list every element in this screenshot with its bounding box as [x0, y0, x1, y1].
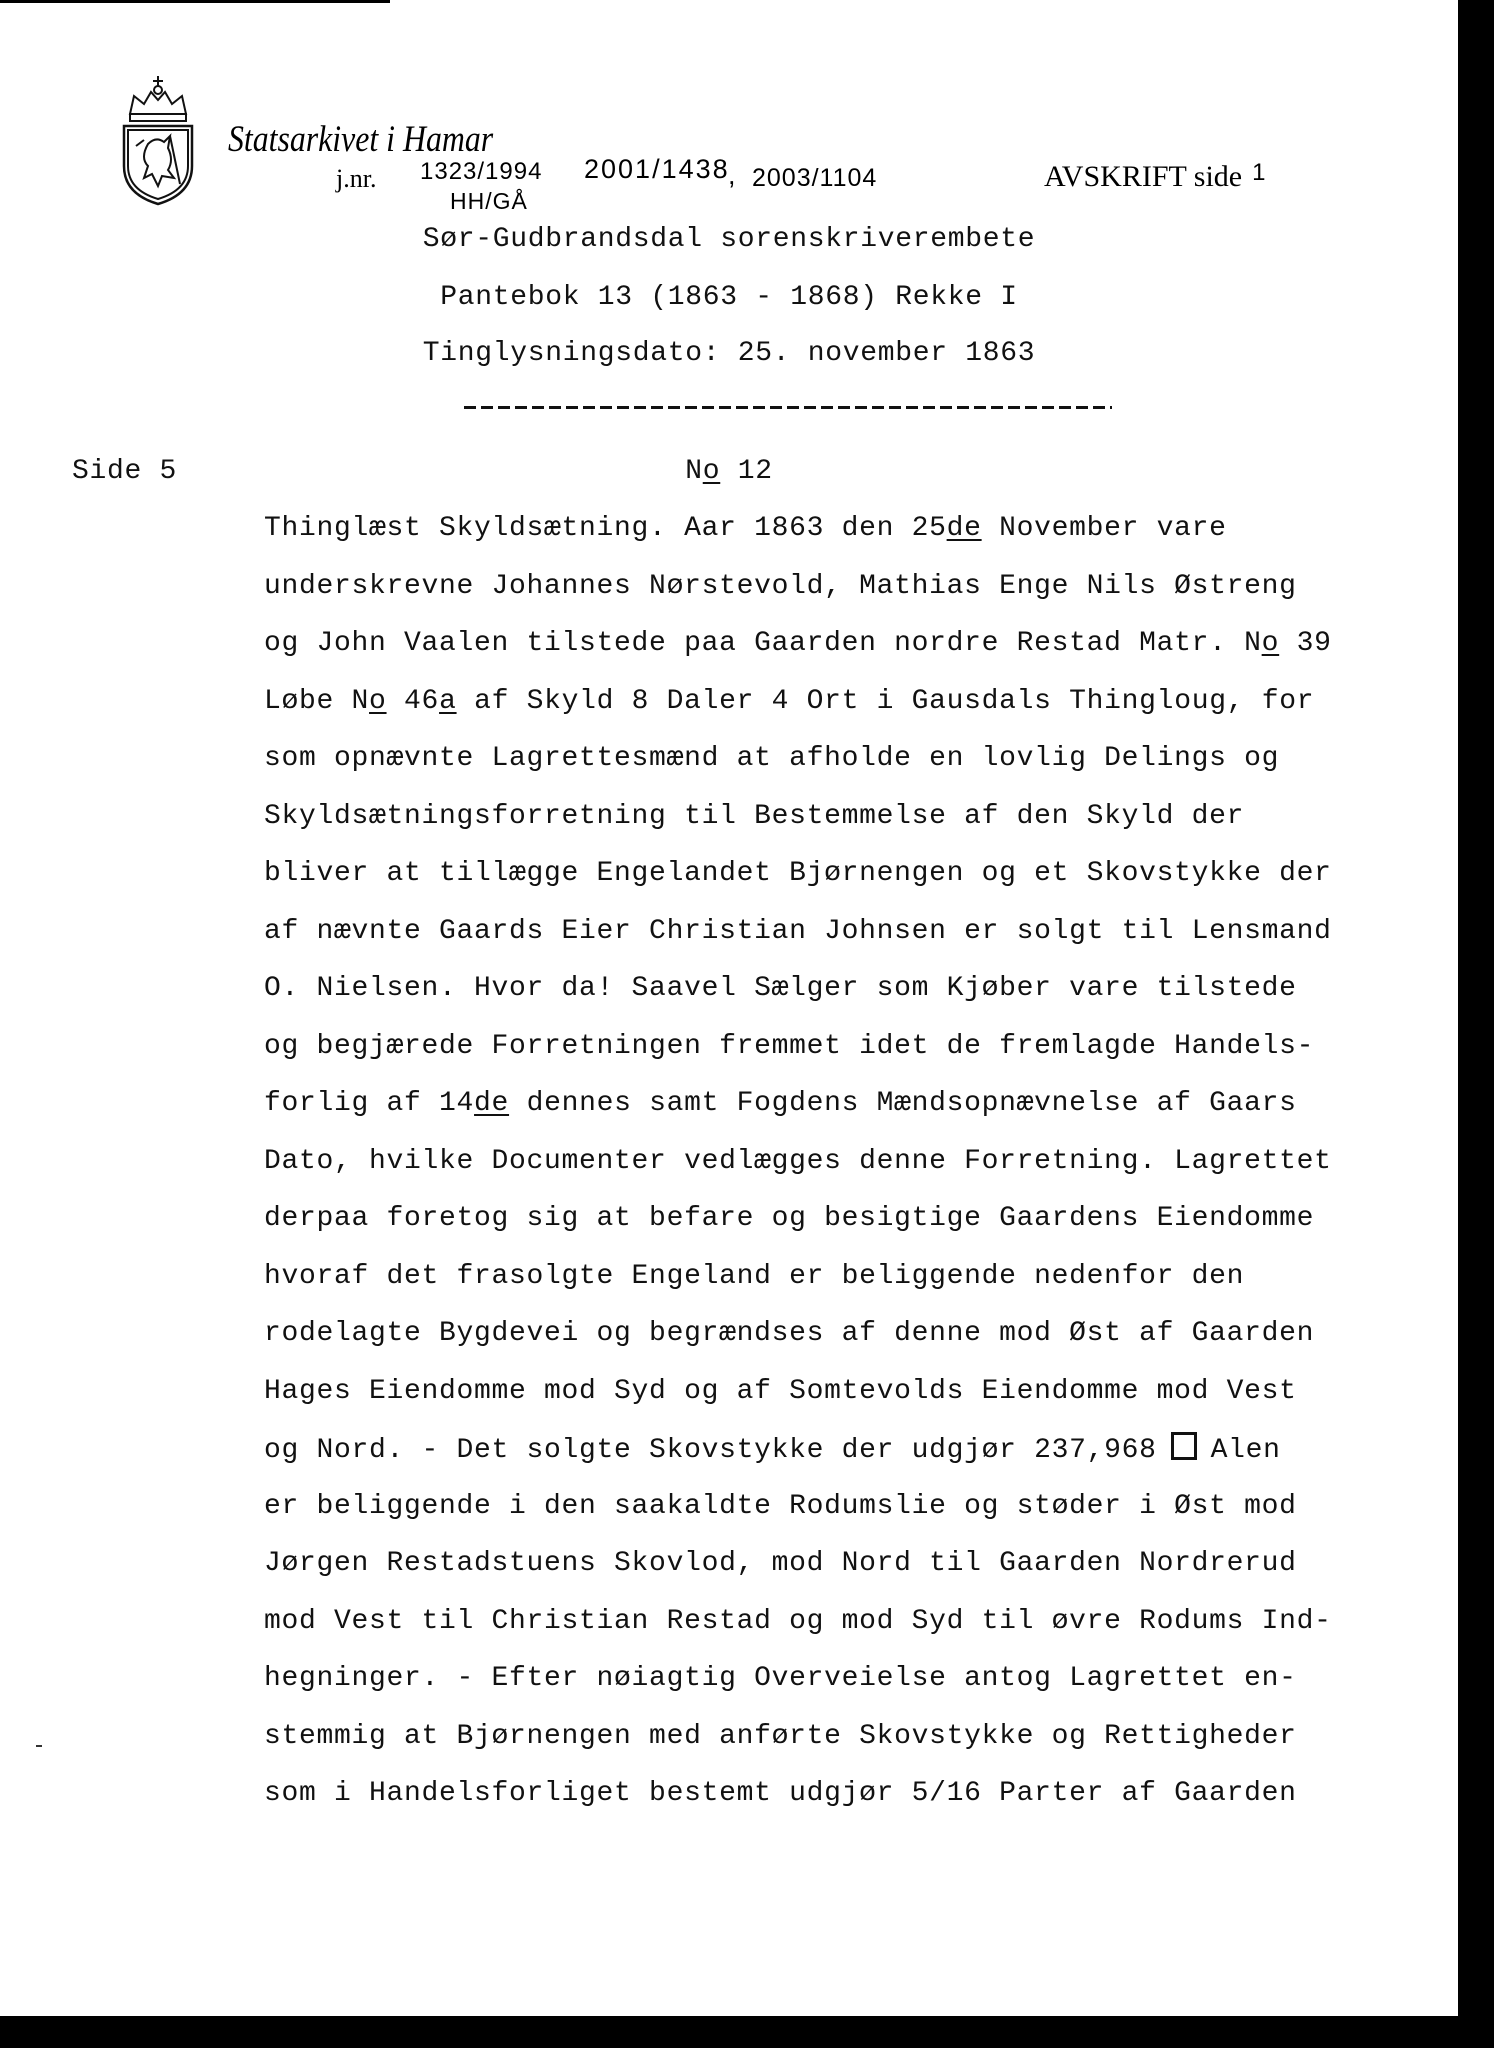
body-line: Skyldsætningsforretning til Bestemmelse af den Skyld der — [264, 800, 1245, 832]
entry-number-value: 12 — [737, 456, 773, 487]
court-name: Sør-Gudbrandsdal sorenskriverembete — [422, 224, 1036, 255]
top-edge-line — [0, 0, 390, 3]
journal-number-3: 2003/1104 — [752, 164, 878, 192]
body-line: er beliggende i den saakaldte Rodumslie og støder i Øst mod — [264, 1490, 1297, 1522]
body-line: underskrevne Johannes Nørstevold, Mathias Enge Nils Østreng — [264, 570, 1297, 602]
body-line: Thinglæst Skyldsætning. Aar 1863 den 25de November vare — [264, 513, 1227, 544]
avskrift-page-number: 1 — [1252, 159, 1266, 186]
register-title: Pantebok 13 (1863 - 1868) Rekke I — [440, 282, 1018, 313]
separator-line — [464, 402, 1112, 412]
journal-number-separator: , — [728, 160, 736, 190]
registration-date: Tinglysningsdato: 25. november 1863 — [422, 338, 1036, 369]
entry-number: No 12 — [685, 456, 773, 487]
margin-mark — [36, 1745, 42, 1747]
body-line: forlig af 14de dennes samt Fogdens Mændsopnævnelse af Gaars — [264, 1088, 1297, 1119]
square-measure-icon — [1171, 1432, 1197, 1460]
body-line: Dato, hvilke Documenter vedlægges denne Forretning. Lagrettet — [264, 1145, 1332, 1177]
body-line: og Nord. - Det solgte Skovstykke der udgjør 237,968 Alen — [264, 1432, 1332, 1490]
body-line: rodelagte Bygdevei og begrændses af denne mod Øst af Gaarden — [264, 1318, 1315, 1349]
avskrift-label: AVSKRIFT side — [1044, 160, 1243, 193]
body-line: Jørgen Restadstuens Skovlod, mod Nord til Gaarden Nordrerud — [264, 1548, 1297, 1579]
transcription-body — [264, 512, 1332, 1835]
body-line: som opnævnte Lagrettesmænd at afholde en lovlig Delings og — [264, 743, 1280, 774]
journal-number-1: 1323/1994 — [420, 158, 543, 185]
institution-name: Statsarkivet i Hamar — [228, 119, 494, 160]
avskrift-page-label — [1044, 160, 1265, 194]
journal-number-2: 2001/1438 — [584, 154, 730, 184]
journal-number-label: j.nr. — [336, 164, 377, 193]
body-line: stemmig at Bjørnengen med anførte Skovstykke og Rettigheder — [264, 1720, 1297, 1752]
side-label: Side 5 — [72, 456, 178, 487]
body-line: mod Vest til Christian Restad og mod Syd til øvre Rodums Ind- — [264, 1605, 1332, 1637]
body-line: og begjærede Forretningen fremmet idet de fremlagde Handels- — [264, 1030, 1315, 1062]
norwegian-coat-of-arms-icon — [118, 74, 198, 206]
body-line: O. Nielsen. Hvor da! Saavel Sælger som Kjøber vare tilstede — [264, 973, 1297, 1004]
body-line: Hages Eiendomme mod Syd og af Somtevolds Eiendomme mod Vest — [264, 1375, 1297, 1407]
body-line: hvoraf det frasolgte Engeland er beliggende nedenfor den — [264, 1260, 1245, 1292]
body-line: derpaa foretog sig at befare og besigtige Gaardens Eiendomme — [264, 1203, 1315, 1234]
journal-initials: HH/GÅ — [450, 188, 528, 214]
body-line: som i Handelsforliget bestemt udgjør 5/16 Parter af Gaarden — [264, 1778, 1297, 1809]
body-line: hegninger. - Efter nøiagtig Overveielse antog Lagrettet en- — [264, 1663, 1297, 1694]
body-line: af nævnte Gaards Eier Christian Johnsen er solgt til Lensmand — [264, 915, 1332, 947]
body-line: og John Vaalen tilstede paa Gaarden nordre Restad Matr. No 39 — [264, 628, 1332, 659]
body-line: bliver at tillægge Engelandet Bjørnengen og et Skovstykke der — [264, 858, 1332, 889]
body-line: Løbe No 46a af Skyld 8 Daler 4 Ort i Gausdals Thingloug, for — [264, 685, 1315, 717]
